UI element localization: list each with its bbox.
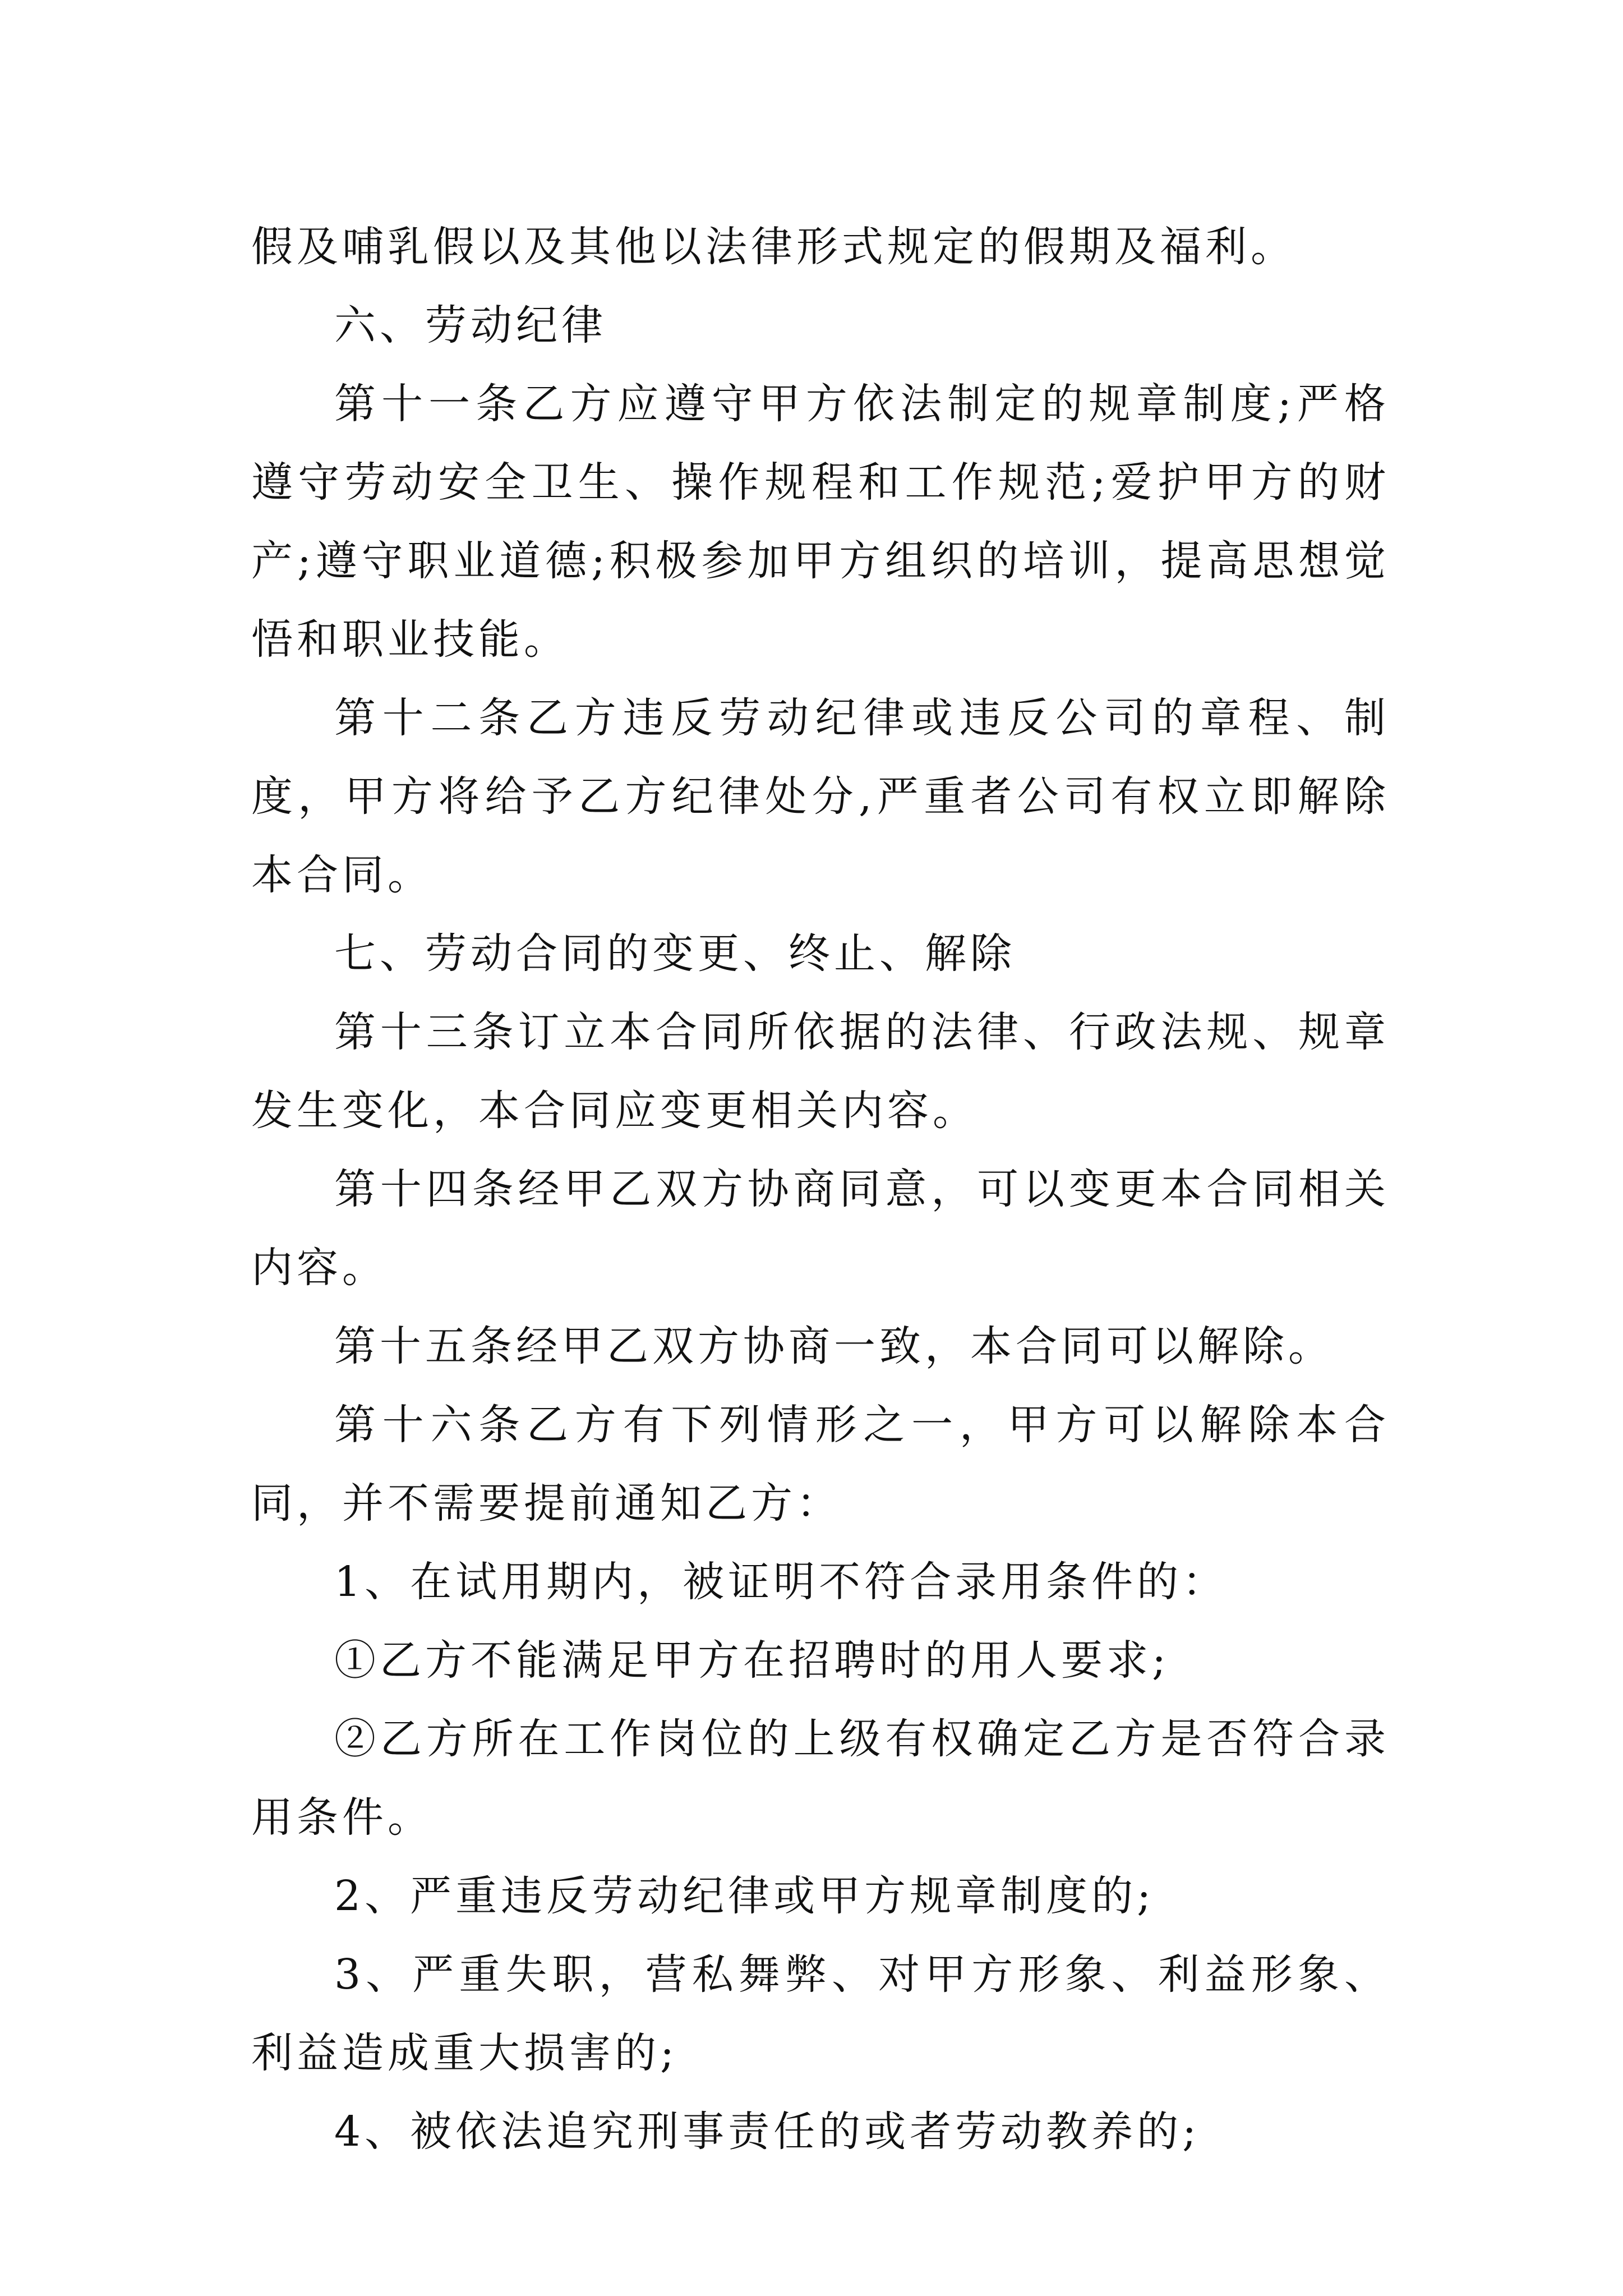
sub-item-2: ②乙方所在工作岗位的上级有权确定乙方是否符合录用条件。	[251, 1715, 1390, 1842]
document-body	[251, 208, 1390, 2171]
sub-item-1: ①乙方不能满足甲方在招聘时的用人要求;	[334, 1636, 1170, 1685]
article-15: 第十五条经甲乙双方协商一致，本合同可以解除。	[334, 1322, 1334, 1370]
list-item-2: 2、严重违反劳动纪律或甲方规章制度的;	[334, 1872, 1155, 1920]
article-14: 第十四条经甲乙双方协商同意，可以变更本合同相关内容。	[251, 1165, 1390, 1292]
section-heading-contract-changes: 七、劳动合同的变更、终止、解除	[334, 930, 1016, 978]
list-item-3: 3、严重失职，营私舞弊、对甲方形象、利益形象、利益造成重大损害的;	[251, 1950, 1390, 2077]
article-13: 第十三条订立本合同所依据的法律、行政法规、规章发生变化，本合同应变更相关内容。	[251, 1008, 1390, 1135]
article-16: 第十六条乙方有下列情形之一，甲方可以解除本合同，并不需要提前通知乙方：	[251, 1401, 1390, 1527]
article-11: 第十一条乙方应遵守甲方依法制定的规章制度;严格遵守劳动安全卫生、操作规程和工作规范;爱护甲方的财产;遵守职业道德;积极参加甲方组织的培训，提高思想觉悟和职业技能。	[251, 380, 1390, 664]
article-12: 第十二条乙方违反劳动纪律或违反公司的章程、制度，甲方将给予乙方纪律处分,严重者公司有权立即解除本合同。	[251, 694, 1390, 899]
paragraph-holiday-benefits: 假及哺乳假以及其他以法律形式规定的假期及福利。	[251, 223, 1296, 271]
list-item-1: 1、在试用期内，被证明不符合录用条件的：	[334, 1558, 1228, 1606]
section-heading-labor-discipline: 六、劳动纪律	[334, 301, 607, 349]
list-item-4: 4、被依法追究刑事责任的或者劳动教养的;	[334, 2108, 1201, 2156]
